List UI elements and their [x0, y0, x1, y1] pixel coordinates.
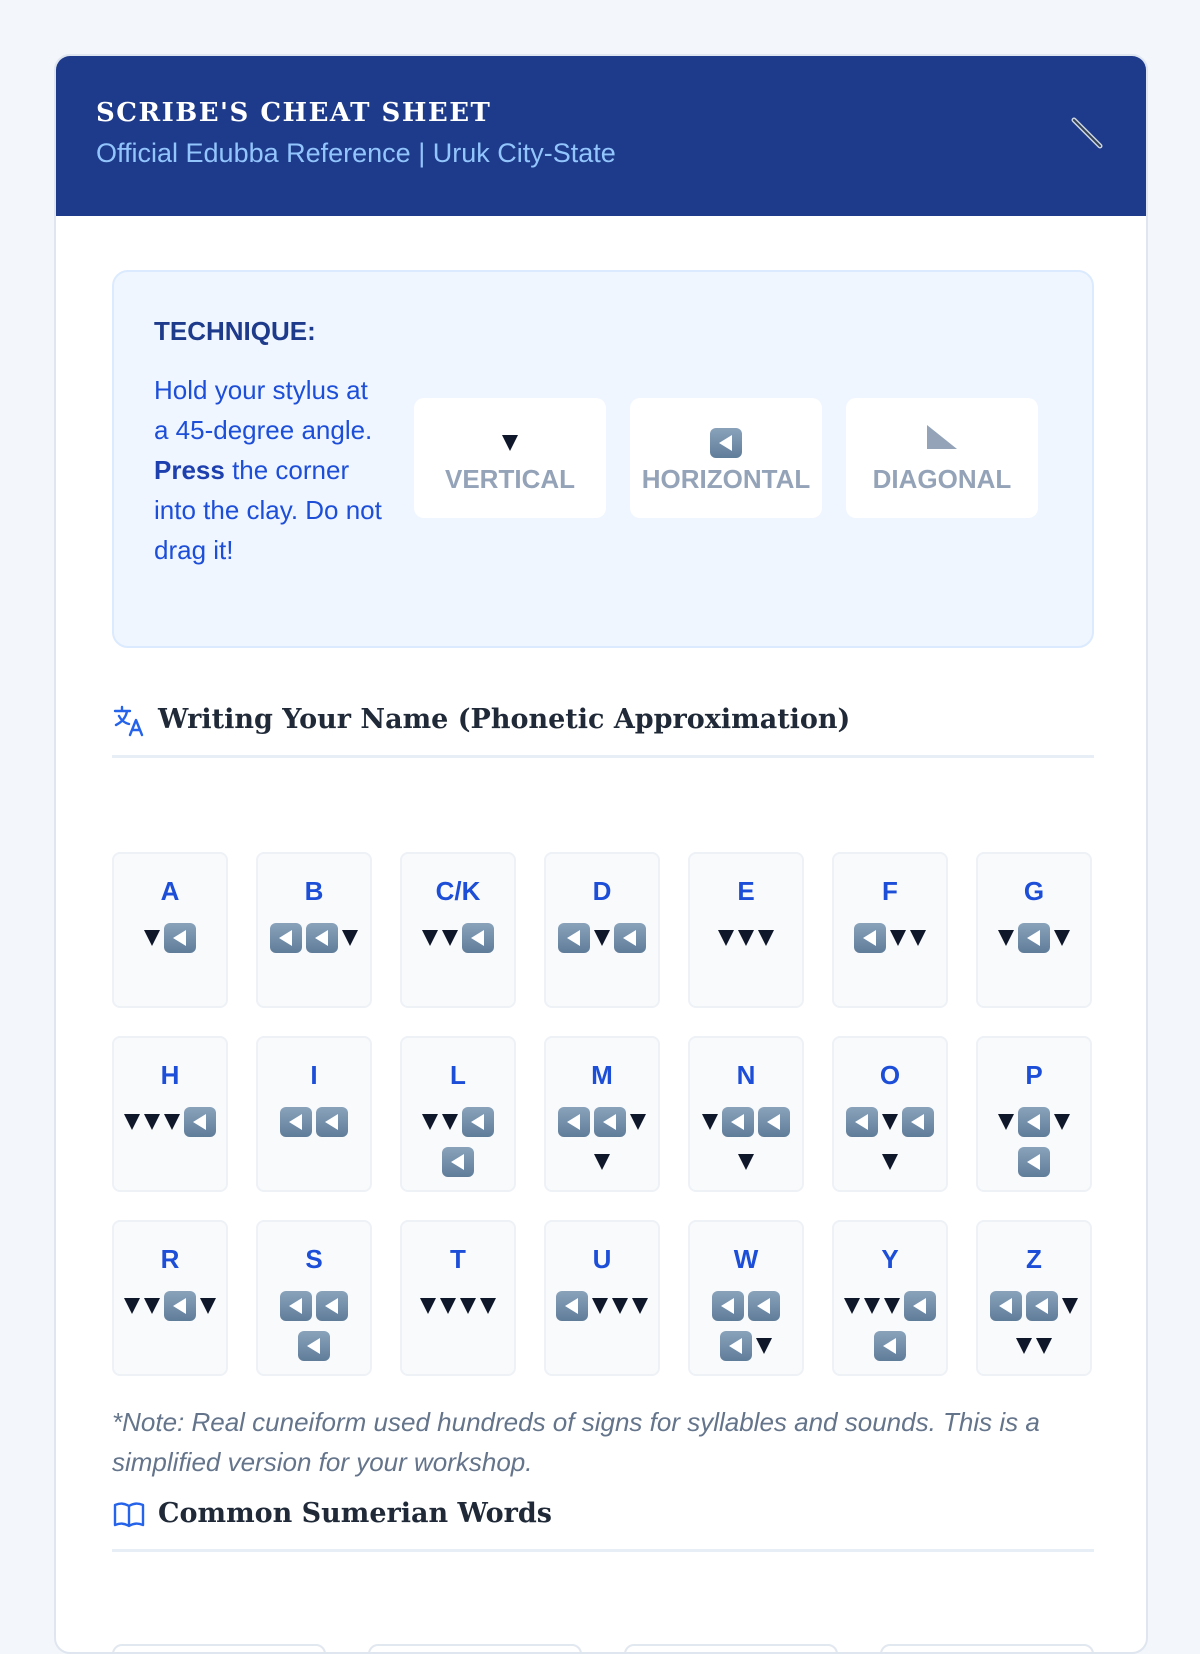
cuneiform-signs: [550, 1101, 654, 1181]
cuneiform-signs: [550, 1285, 654, 1325]
vertical-wedge-icon: [1036, 1338, 1052, 1354]
vertical-wedge-icon: [882, 1154, 898, 1170]
letter-label: B: [304, 876, 324, 906]
vertical-wedge-icon: [1054, 930, 1070, 946]
letter-label: W: [733, 1244, 759, 1274]
cuneiform-signs: [262, 1101, 366, 1141]
translate-icon: [112, 704, 146, 738]
technique-text: [154, 370, 384, 570]
letter-tile: [976, 1036, 1092, 1192]
vertical-wedge-icon: [480, 1298, 496, 1314]
words-section-header: [112, 1496, 1094, 1552]
cuneiform-signs: [118, 1101, 222, 1141]
letter-tile: [544, 852, 660, 1008]
technique-label: TECHNIQUE:: [154, 316, 316, 346]
cuneiform-signs: [406, 1101, 510, 1181]
stroke-diagonal: [846, 398, 1038, 518]
page-title: SCRIBE'S CHEAT SHEET: [96, 98, 492, 128]
cuneiform-signs: [406, 917, 510, 957]
letter-tile: [400, 1220, 516, 1376]
letter-label: L: [450, 1060, 466, 1090]
letter-label: F: [882, 876, 898, 906]
horizontal-wedge-icon: [556, 1291, 588, 1321]
horizontal-wedge-icon: [720, 1331, 752, 1361]
horizontal-wedge-icon: [722, 1107, 754, 1137]
horizontal-wedge-icon: [712, 1291, 744, 1321]
word-card: [624, 1644, 838, 1654]
note: *Note: Real cuneiform used hundreds of signs for syllables and sounds. This is a simplified version for your workshop.: [112, 1407, 1040, 1477]
vertical-wedge-icon: [200, 1298, 216, 1314]
letter-label: A: [160, 876, 180, 906]
cheat-sheet-card: [54, 54, 1148, 1654]
letter-label: I: [310, 1060, 318, 1090]
technique-text-part-2: the corner into the clay. Do not drag it!: [154, 455, 382, 565]
cuneiform-signs: [262, 917, 366, 957]
letter-label: R: [160, 1244, 180, 1274]
cuneiform-signs: [982, 917, 1086, 957]
vertical-wedge-icon: [594, 930, 610, 946]
vertical-wedge-icon: [164, 1114, 180, 1130]
letter-tile: [832, 1220, 948, 1376]
horizontal-wedge-icon: [558, 923, 590, 953]
letter-tile: [400, 1036, 516, 1192]
cuneiform-signs: [262, 1285, 366, 1365]
vertical-wedge-icon: [884, 1298, 900, 1314]
section-title: Writing Your Name (Phonetic Approximation): [158, 704, 851, 735]
horizontal-wedge-icon: [748, 1291, 780, 1321]
cuneiform-signs: [838, 1285, 942, 1365]
letter-label: Y: [881, 1244, 899, 1274]
horizontal-wedge-icon: [280, 1107, 312, 1137]
letter-label: H: [160, 1060, 180, 1090]
vertical-wedge-icon: [592, 1298, 608, 1314]
vertical-wedge-icon: [144, 1114, 160, 1130]
letter-tile: [976, 852, 1092, 1008]
vertical-wedge-icon: [1054, 1114, 1070, 1130]
vertical-wedge-icon: [910, 930, 926, 946]
letter-label: N: [736, 1060, 756, 1090]
word-card: [112, 1644, 326, 1654]
letter-tile: [688, 1036, 804, 1192]
letter-tile: [400, 852, 516, 1008]
horizontal-wedge-icon: [316, 1291, 348, 1321]
vertical-wedge-icon: [890, 930, 906, 946]
letter-label: P: [1025, 1060, 1043, 1090]
horizontal-wedge-icon: [846, 1107, 878, 1137]
cuneiform-signs: [550, 917, 654, 957]
vertical-wedge-icon: [998, 1114, 1014, 1130]
letter-tile: [112, 852, 228, 1008]
cuneiform-signs: [838, 917, 942, 957]
letter-label: S: [305, 1244, 323, 1274]
horizontal-wedge-icon: [902, 1107, 934, 1137]
vertical-wedge-icon: [844, 1298, 860, 1314]
horizontal-wedge-icon: [1018, 1107, 1050, 1137]
letter-label: O: [879, 1060, 901, 1090]
book-icon: [112, 1498, 146, 1532]
horizontal-wedge-icon: [184, 1107, 216, 1137]
header: [56, 56, 1146, 216]
vertical-wedge-icon: [718, 930, 734, 946]
vertical-wedge-icon: [738, 930, 754, 946]
letter-label: E: [737, 876, 755, 906]
stylus-icon: [1068, 114, 1108, 154]
horizontal-wedge-icon: [758, 1107, 790, 1137]
vertical-wedge-icon: [1016, 1338, 1032, 1354]
vertical-wedge-icon: [758, 930, 774, 946]
letter-label: Z: [1026, 1244, 1042, 1274]
vertical-wedge-icon: [594, 1154, 610, 1170]
word-card-row: [112, 1644, 1094, 1654]
stroke-horizontal: [630, 398, 822, 518]
horizontal-wedge-icon: [270, 923, 302, 953]
horizontal-wedge-icon: [874, 1331, 906, 1361]
letter-tile: [832, 852, 948, 1008]
letter-label: M: [591, 1060, 613, 1090]
word-card: [368, 1644, 582, 1654]
vertical-wedge-icon: [632, 1298, 648, 1314]
horizontal-wedge-icon: [630, 424, 822, 460]
horizontal-wedge-icon: [1018, 923, 1050, 953]
vertical-wedge-icon: [612, 1298, 628, 1314]
stroke-name: DIAGONAL: [872, 464, 1012, 494]
vertical-wedge-icon: [420, 1298, 436, 1314]
letter-tile: [976, 1220, 1092, 1376]
horizontal-wedge-icon: [1026, 1291, 1058, 1321]
horizontal-wedge-icon: [558, 1107, 590, 1137]
horizontal-wedge-icon: [1018, 1147, 1050, 1177]
vertical-wedge-icon: [738, 1154, 754, 1170]
horizontal-wedge-icon: [442, 1147, 474, 1177]
horizontal-wedge-icon: [164, 923, 196, 953]
cuneiform-signs: [694, 1285, 798, 1365]
letter-tile: [256, 852, 372, 1008]
technique-text-bold: Press: [154, 455, 225, 485]
vertical-wedge-icon: [882, 1114, 898, 1130]
letter-tile: [688, 1220, 804, 1376]
stroke-name: VERTICAL: [445, 464, 575, 494]
vertical-wedge-icon: [1062, 1298, 1078, 1314]
vertical-wedge-icon: [998, 930, 1014, 946]
horizontal-wedge-icon: [462, 923, 494, 953]
horizontal-wedge-icon: [854, 923, 886, 953]
letter-tile: [544, 1220, 660, 1376]
cuneiform-signs: [406, 1285, 510, 1325]
letter-tile: [256, 1036, 372, 1192]
vertical-wedge-icon: [414, 424, 606, 460]
cuneiform-signs: [838, 1101, 942, 1181]
horizontal-wedge-icon: [904, 1291, 936, 1321]
letter-tile: [544, 1036, 660, 1192]
name-section-header: [112, 702, 1094, 758]
horizontal-wedge-icon: [280, 1291, 312, 1321]
vertical-wedge-icon: [442, 930, 458, 946]
vertical-wedge-icon: [702, 1114, 718, 1130]
vertical-wedge-icon: [756, 1338, 772, 1354]
vertical-wedge-icon: [460, 1298, 476, 1314]
vertical-wedge-icon: [630, 1114, 646, 1130]
horizontal-wedge-icon: [316, 1107, 348, 1137]
letter-label: D: [592, 876, 612, 906]
cuneiform-signs: [694, 917, 798, 957]
vertical-wedge-icon: [144, 1298, 160, 1314]
word-card: [880, 1644, 1094, 1654]
letter-label: U: [592, 1244, 612, 1274]
horizontal-wedge-icon: [990, 1291, 1022, 1321]
stroke-vertical: [414, 398, 606, 518]
letter-tile: [688, 852, 804, 1008]
cuneiform-signs: [118, 917, 222, 957]
page-subtitle: Official Edubba Reference | Uruk City-State: [96, 138, 616, 168]
vertical-wedge-icon: [422, 1114, 438, 1130]
technique-text-part-1: Hold your stylus at a 45-degree angle.: [154, 375, 373, 445]
vertical-wedge-icon: [442, 1114, 458, 1130]
diagonal-wedge-icon: [846, 424, 1038, 460]
letter-tile: [832, 1036, 948, 1192]
cuneiform-signs: [982, 1285, 1086, 1365]
vertical-wedge-icon: [422, 930, 438, 946]
cuneiform-signs: [694, 1101, 798, 1181]
cuneiform-signs: [982, 1101, 1086, 1181]
horizontal-wedge-icon: [462, 1107, 494, 1137]
horizontal-wedge-icon: [594, 1107, 626, 1137]
letter-tile: [256, 1220, 372, 1376]
letter-label: C/K: [435, 876, 481, 906]
vertical-wedge-icon: [440, 1298, 456, 1314]
vertical-wedge-icon: [124, 1298, 140, 1314]
horizontal-wedge-icon: [306, 923, 338, 953]
horizontal-wedge-icon: [164, 1291, 196, 1321]
horizontal-wedge-icon: [614, 923, 646, 953]
section-title: Common Sumerian Words: [158, 1498, 552, 1529]
letter-label: T: [450, 1244, 466, 1274]
letter-tile: [112, 1036, 228, 1192]
letter-label: G: [1023, 876, 1045, 906]
cuneiform-signs: [118, 1285, 222, 1325]
stroke-name: HORIZONTAL: [641, 464, 811, 494]
vertical-wedge-icon: [144, 930, 160, 946]
letter-tile: [112, 1220, 228, 1376]
technique-panel: [112, 270, 1094, 648]
horizontal-wedge-icon: [298, 1331, 330, 1361]
vertical-wedge-icon: [124, 1114, 140, 1130]
vertical-wedge-icon: [864, 1298, 880, 1314]
vertical-wedge-icon: [342, 930, 358, 946]
